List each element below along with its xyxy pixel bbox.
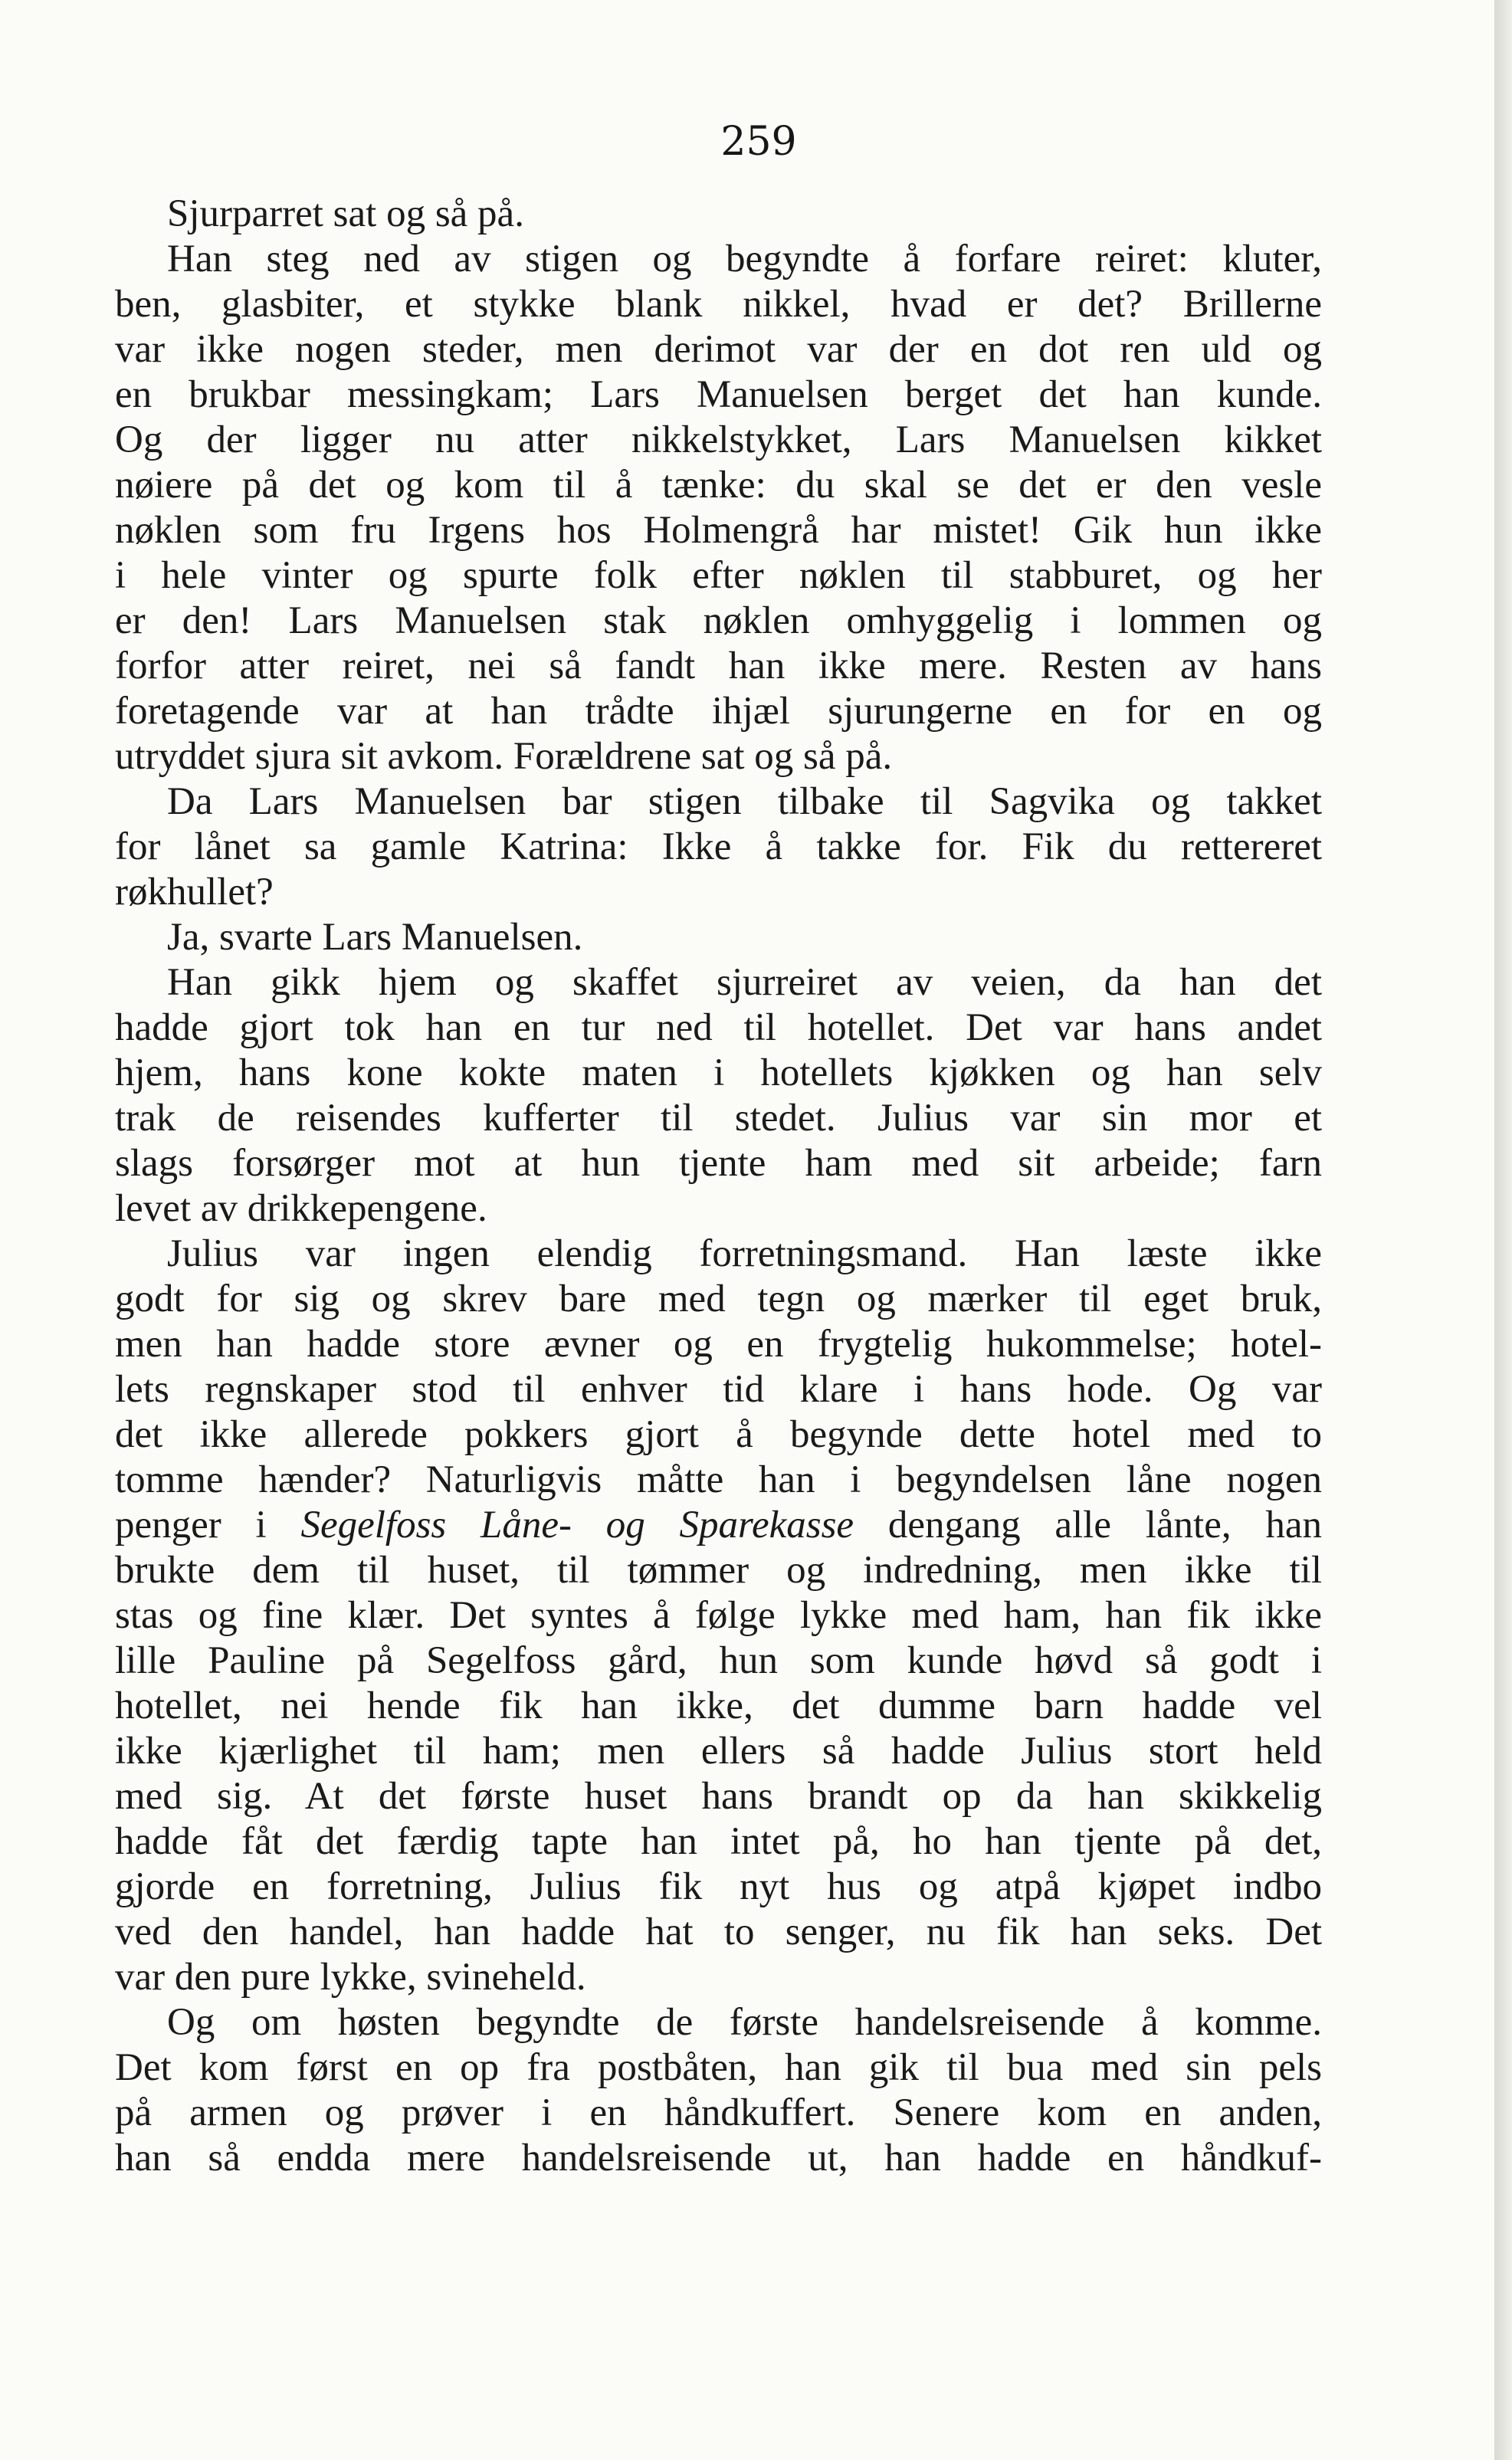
text-line: Sjurparret sat og så på. [167,192,524,235]
text-line: lets regnskaper stod til enhver tid klare i hans hode. Og var [115,1368,1322,1411]
text-line: Og om høsten begyndte de første handelsreisende å komme. [167,2001,1322,2044]
text-line: Ja, svarte Lars Manuelsen. [167,916,583,959]
italic-bank-name: Segelfoss Låne- og Sparekasse [300,1504,854,1547]
text-line: foretagende var at han trådte ihjæl sjurungerne en for en og [115,690,1322,733]
text-line: det ikke allerede pokkers gjort å begynde dette hotel med to [115,1413,1322,1456]
text-line: hotellet, nei hende fik han ikke, det dumme barn hadde vel [115,1684,1322,1727]
text-line: på armen og prøver i en håndkuffert. Senere kom en anden, [115,2091,1322,2134]
text-line: røkhullet? [115,871,274,913]
text-line: for lånet sa gamle Katrina: Ikke å takke for. Fik du rettereret [115,825,1322,868]
page-number: 259 [720,119,797,165]
text-line: ben, glasbiter, et stykke blank nikkel, hvad er det? Brillerne [115,283,1322,326]
text-line: en brukbar messingkam; Lars Manuelsen berget det han kunde. [115,373,1322,416]
text-line: er den! Lars Manuelsen stak nøklen omhyggelig i lommen og [115,599,1322,642]
text-line: nøklen som fru Irgens hos Holmengrå har mistet! Gik hun ikke [115,509,1322,552]
text-line: Han steg ned av stigen og begyndte å forfare reiret: kluter, [167,238,1322,280]
text-line: godt for sig og skrev bare med tegn og mærker til eget bruk, [115,1278,1322,1320]
text-line: stas og fine klær. Det syntes å følge lykke med ham, han fik ikke [115,1594,1322,1637]
text-segment: penger i [115,1504,301,1547]
text-line: men han hadde store ævner og en frygtelig hukommelse; hotel- [115,1323,1322,1366]
body-text [115,192,1322,2215]
text-line: lille Pauline på Segelfoss gård, hun som kunde høvd så godt i [115,1639,1322,1682]
text-line: var den pure lykke, svineheld. [115,1956,586,1999]
text-line: trak de reisendes kufferter til stedet. Julius var sin mor et [115,1097,1322,1140]
text-line: Han gikk hjem og skaffet sjurreiret av veien, da han det [167,961,1322,1004]
text-line: Og der ligger nu atter nikkelstykket, Lars Manuelsen kikket [115,418,1322,461]
text-line: var ikke nogen steder, men derimot var der en dot ren uld og [115,328,1322,371]
text-line: ved den handel, han hadde hat to senger, nu fik han seks. Det [115,1911,1322,1953]
text-line: levet av drikkepengene. [115,1187,487,1230]
text-line: nøiere på det og kom til å tænke: du skal se det er den vesle [115,464,1322,507]
scan-edge [1494,0,1512,2460]
text-line: ikke kjærlighet til ham; men ellers så hadde Julius stort held [115,1730,1322,1773]
text-line: Det kom først en op fra postbåten, han gik til bua med sin pels [115,2046,1322,2089]
text-line: slags forsørger mot at hun tjente ham med sit arbeide; farn [115,1142,1322,1185]
text-line: han så endda mere handelsreisende ut, han hadde en håndkuf- [115,2137,1322,2180]
text-line: hadde fåt det færdig tapte han intet på, ho han tjente på det, [115,1820,1322,1863]
text-line: brukte dem til huset, til tømmer og indredning, men ikke til [115,1549,1322,1592]
text-line: gjorde en forretning, Julius fik nyt hus og atpå kjøpet indbo [115,1865,1322,1908]
text-line: utryddet sjura sit avkom. Forældrene sat og så på. [115,735,893,778]
text-line: Julius var ingen elendig forretningsmand. Han læste ikke [167,1232,1322,1275]
text-line: Da Lars Manuelsen bar stigen tilbake til Sagvika og takket [167,780,1322,823]
text-line: tomme hænder? Naturligvis måtte han i begyndelsen låne nogen [115,1458,1322,1501]
text-line: med sig. At det første huset hans brandt op da han skikkelig [115,1775,1322,1818]
text-line-with-italic [115,1503,1322,1548]
text-segment: dengang alle lånte, han [854,1504,1322,1547]
text-line: hadde gjort tok han en tur ned til hotellet. Det var hans andet [115,1006,1322,1049]
text-line: forfor atter reiret, nei så fandt han ikke mere. Resten av hans [115,645,1322,687]
text-line: hjem, hans kone kokte maten i hotellets kjøkken og han selv [115,1051,1322,1094]
text-line: i hele vinter og spurte folk efter nøklen til stabburet, og her [115,554,1322,597]
